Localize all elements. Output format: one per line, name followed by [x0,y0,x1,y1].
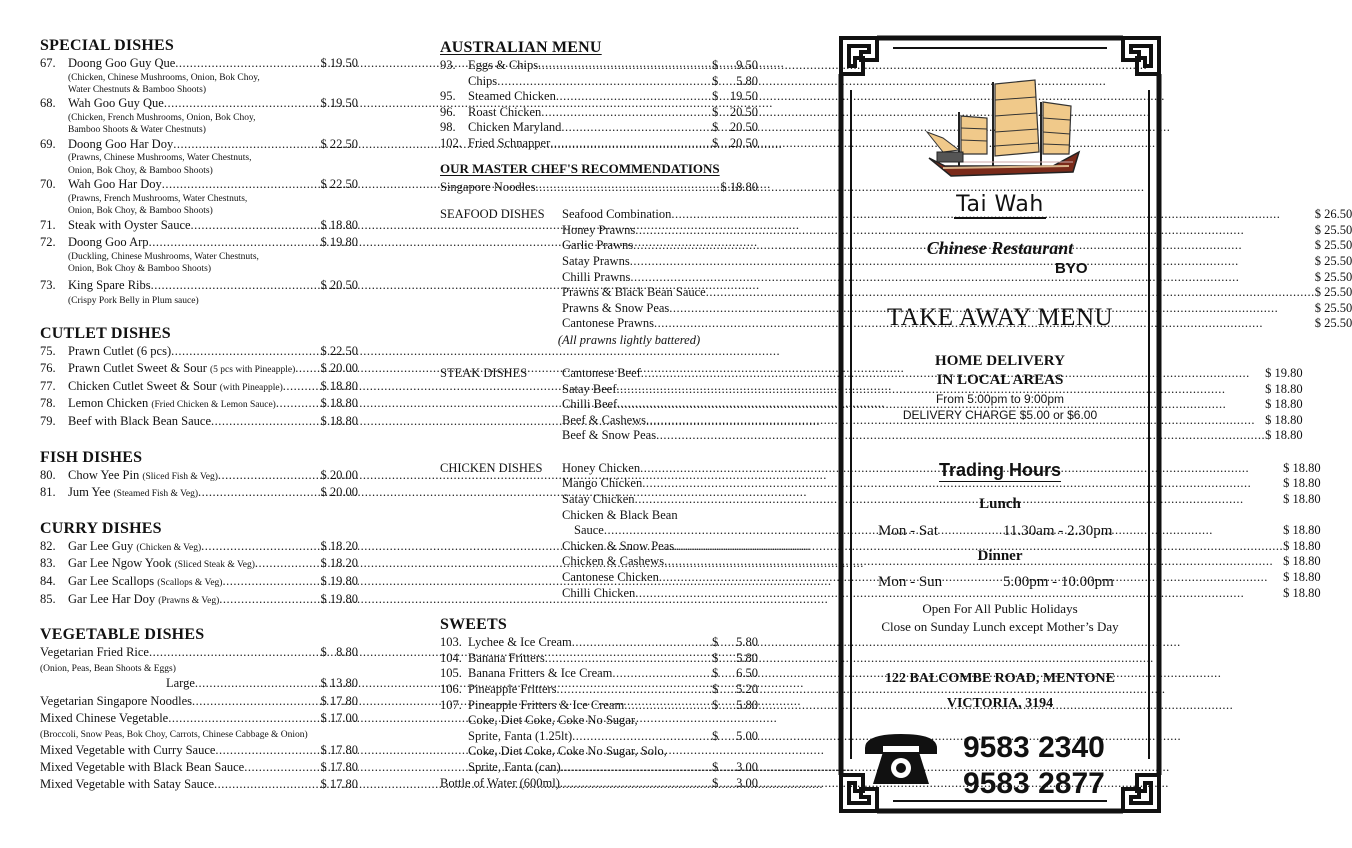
item-price: $ 20.50 [712,104,758,119]
sweets-title: SWEETS [440,616,508,634]
item-price: $ 5.80 [712,697,758,712]
restaurant-subtitle: Chinese Restaurant [926,238,1074,258]
item-price: $ 20.50 [712,135,758,150]
item-name: Chilli Beef [562,397,618,412]
item-price: $ 18.80 [1265,381,1303,396]
item-name: Cantonese Beef [562,365,641,380]
menu-item [440,666,758,682]
item-price: $ 17.00 [320,711,358,726]
menu-item [40,468,358,486]
menu-item [40,56,358,72]
item-name: Coke, Diet Coke, Coke No Sugar, [468,713,638,728]
item-name: Cantonese Chicken [562,570,659,585]
junk-ship-icon [923,72,1083,182]
item-note: (Broccoli, Snow Peas, Bok Choy, Carrots, Chinese Cabbage & Onion) [40,729,308,740]
item-price: $ 5.20 [712,682,758,696]
item-price: $ 18.20 [320,556,358,571]
item-price: $ 19.50 [712,89,758,104]
item-name: Chilli Chicken [562,585,636,600]
item-name: Chicken & Snow Peas [562,538,675,553]
curry-dishes-title: CURRY DISHES [40,519,162,537]
item-name: Sprite, Fanta (1.25lt) [468,728,573,743]
menu-item [40,235,358,251]
item-name: Banana Fritters & Ice Cream [468,666,613,681]
item-name: Chilli Prawns [562,269,631,284]
menu-item [440,89,758,105]
item-price: $ 3.00 [712,759,758,774]
item-number: 73. [40,277,56,292]
item-name: Satay Prawns [562,253,630,268]
menu-item [40,777,358,793]
home-delivery-heading: HOME DELIVERY IN LOCAL AREAS [935,353,1065,388]
item-name: Bottle of Water (600ml) [440,775,560,790]
vegetable-dishes-title: VEGETABLE DISHES [40,626,205,644]
item-price: $ 18.80 [1265,397,1303,412]
item-name: Jum Yee (Steamed Fish & Veg) [68,485,199,500]
item-price: $ 25.50 [1314,300,1352,315]
item-price: $ 8.80 [320,645,358,660]
item-price: $ 20.00 [320,467,358,482]
item-note: (Chicken, French Mushrooms, Onion, Bok Choy, Bamboo Shoots & Water Chestnuts) [68,113,256,136]
item-price: $ 25.50 [1314,253,1352,268]
item-name: Gar Lee Scallops (Scallops & Veg) [68,573,223,588]
menu-item [40,414,358,432]
item-number: 93. [440,58,456,72]
item-number: 71. [40,217,56,232]
item-number: 106. [440,682,462,696]
cutlet-dishes-title: CUTLET DISHES [40,324,171,342]
group-label: CHICKEN DISHES [440,460,543,475]
item-price: $ 17.80 [320,743,358,758]
menu-item [40,137,358,153]
item-number: 84. [40,573,56,588]
dinner-heading: Dinner [977,548,1023,564]
item-name: Prawns & Black Bean Sauce [562,285,706,300]
menu-column-left [40,36,358,792]
item-name: Chicken & Black Bean [562,507,678,522]
menu-item [440,760,758,776]
trading-hours-heading: Trading Hours [938,460,1061,480]
item-note: (Duckling, Chinese Mushrooms, Water Chestnuts, Onion, Bok Choy & Bamboo Shoots) [68,251,259,275]
item-price: $ 19.80 [1265,365,1303,380]
item-name: Prawn Cutlet Sweet & Sour (5 pcs with Pineapple) [68,361,296,376]
item-price: $ 13.80 [320,676,358,691]
item-price: $ 18.80 [1283,538,1321,553]
item-price: $ 9.50 [712,58,758,72]
item-number: 78. [40,396,56,411]
menu-item [440,120,758,136]
cutlet-dishes-list [40,344,358,432]
special-dishes-list [40,56,358,308]
menu-item [40,760,358,776]
menu-item [40,645,358,661]
item-price: $ 5.80 [712,650,758,665]
item-price: $ 25.50 [1314,222,1352,237]
item-price: $ 18.20 [320,538,358,553]
item-price: $ 17.80 [320,776,358,791]
group-label: SEAFOOD DISHES [440,207,545,222]
item-number: 76. [40,361,56,376]
menu-item [40,592,358,610]
menu-item [440,635,758,651]
item-name: Vegetarian Fried Rice [40,645,149,660]
item-name: Singapore Noodles [440,179,536,194]
item-price: $ 18.80 [720,179,758,194]
phone-number[interactable]: 9583 2340 [963,731,1105,764]
menu-item [40,344,358,362]
item-name: Sprite, Fanta (can) [468,759,561,774]
item-price: $ 22.50 [320,136,358,151]
item-name: Doong Goo Har Doy [68,136,174,151]
menu-item [40,96,358,112]
item-price: $ 18.80 [1283,554,1321,569]
item-name: Vegetarian Singapore Noodles [40,693,193,708]
item-price: $ 22.50 [320,343,358,358]
item-number: 102. [440,135,462,150]
menu-item [440,58,758,74]
item-price: $ 17.80 [320,759,358,774]
item-note: (Chicken, Chinese Mushrooms, Onion, Bok Choy, Water Chestnuts & Bamboo Shoots) [68,72,260,95]
menu-item [440,729,758,745]
byo-label: BYO [1055,260,1088,277]
item-number: 85. [40,591,56,606]
item-price: $ 25.50 [1314,269,1352,284]
phone-number[interactable]: 9583 2877 [963,767,1105,800]
item-number: 105. [440,666,462,681]
menu-item [40,218,358,234]
item-name: Gar Lee Ngow Yook (Sliced Steak & Veg) [68,556,255,571]
item-price: $ 5.00 [712,728,758,743]
menu-item-line [440,744,758,760]
item-price: $ 18.80 [1283,476,1321,491]
item-name: Chicken Cutlet Sweet & Sour (with Pineapple) [68,378,283,393]
item-name: Doong Goo Guy Que [68,56,176,70]
item-name: Prawn Cutlet (6 pcs) [68,343,172,358]
restaurant-info-panel [833,30,1167,819]
item-name: Seafood Combination [562,207,672,222]
menu-item [440,682,758,698]
item-price: $ 20.00 [320,361,358,376]
item-name: Mixed Vegetable with Black Bean Sauce [40,759,245,774]
item-name: Steamed Chicken [468,89,556,104]
item-price: $ 5.80 [712,635,758,650]
item-price: $ 18.80 [320,378,358,393]
lunch-hours: Mon - Sat 11.30am - 2.30pm [878,523,1113,539]
item-number: 98. [440,120,456,135]
menu-item [40,574,358,592]
lunch-heading: Lunch [979,496,1021,512]
vegetable-dishes-list [40,645,358,792]
item-name: Satay Chicken [562,492,635,507]
item-name: Satay Beef [562,381,617,396]
item-name: Large [166,676,195,691]
item-number: 70. [40,177,56,192]
item-name: Fried Schnapper [468,135,551,150]
fish-dishes-title: FISH DISHES [40,448,143,466]
item-price: $ 19.80 [320,235,358,250]
item-name: Coke, Diet Coke, Coke No Sugar, Solo, [468,744,667,759]
delivery-details: From 5:00pm to 9:00pm DELIVERY CHARGE $5.00 or $6.00 [902,392,1098,422]
prawn-note: (All prawns lightly battered) [557,332,701,347]
item-price: $ 22.50 [320,177,358,192]
restaurant-address: 122 BALCOMBE ROAD, MENTONE VICTORIA, 3194 [885,671,1115,711]
menu-item [440,180,758,196]
item-name: Prawns & Snow Peas [562,300,670,315]
menu-item [40,485,358,503]
item-note: (Prawns, Chinese Mushrooms, Water Chestnuts, Onion, Bok Choy, & Bamboo Shoots) [68,153,252,176]
item-name: Beef & Snow Peas [562,428,657,443]
menu-item [440,776,758,792]
item-number: 79. [40,414,56,428]
item-name: Eggs & Chips [468,58,539,72]
menu-item [440,698,758,714]
menu-item [40,694,358,710]
item-name: Banana Fritters [468,650,545,665]
item-number: 107. [440,697,462,712]
menu-item [40,539,358,557]
sweets-list [440,635,758,791]
menu-item [440,74,758,90]
item-price: $ 18.80 [320,396,358,411]
item-number: 81. [40,485,56,500]
item-note: (Prawns, French Mushrooms, Water Chestnuts, Onion, Bok Choy, & Bamboo Shoots) [68,193,248,217]
menu-item [440,136,758,152]
item-name: Honey Chicken [562,460,641,475]
item-name: Gar Lee Har Doy (Prawns & Veg) [68,591,220,606]
item-price: $ 20.50 [712,120,758,135]
menu-item [40,676,358,692]
menu-item [40,396,358,414]
item-name: King Spare Ribs [68,277,151,292]
item-price: $ 3.00 [712,775,758,790]
item-note: (Crispy Pork Belly in Plum sauce) [68,296,199,307]
holiday-notes: Open For All Public Holidays Close on Sunday Lunch except Mother’s Day [881,601,1119,634]
item-name: Steak with Oyster Sauce [68,217,191,232]
item-name: Wah Goo Har Doy [68,177,162,192]
item-price: $ 6.50 [712,666,758,681]
item-name: Lemon Chicken (Fried Chicken & Lemon Sauce) [68,396,276,411]
item-number: 77. [40,378,56,393]
item-price: $ 25.50 [1314,316,1352,331]
item-number: 95. [440,89,456,104]
phone-numbers [963,730,1105,802]
item-name: Chow Yee Pin (Sliced Fish & Veg) [68,467,218,482]
menu-item [40,556,358,574]
item-note: (Onion, Peas, Bean Shoots & Eggs) [40,663,176,674]
item-name: Wah Goo Guy Que [68,96,164,111]
telephone-icon [861,730,941,790]
item-number: 104. [440,650,462,665]
item-price: $ 18.80 [1283,585,1321,600]
item-number: 69. [40,136,56,151]
item-name: Roast Chicken [468,104,542,119]
menu-item [40,379,358,397]
group-label: STEAK DISHES [440,365,528,380]
item-name: Chicken Maryland [468,120,562,135]
item-number: 68. [40,96,56,111]
menu-item-line [440,713,758,729]
item-name: Beef with Black Bean Sauce [68,414,212,428]
item-price: $ 19.50 [320,96,358,111]
item-price: $ 20.00 [320,485,358,500]
item-price: $ 18.80 [1283,523,1321,538]
fish-dishes-list [40,468,358,503]
item-price: $ 19.80 [320,573,358,588]
item-price: $ 18.80 [1265,412,1303,427]
chef-recommendations-title: OUR MASTER CHEF'S RECOMMENDATIONS [440,160,720,176]
item-name: Chips [468,73,498,88]
item-number: 75. [40,343,56,358]
item-price: $ 19.50 [320,56,358,70]
item-price: $ 19.80 [320,591,358,606]
menu-item [40,711,358,727]
item-name: Lychee & Ice Cream [468,635,572,650]
item-name: Mixed Vegetable with Satay Sauce [40,776,215,791]
item-name: Mango Chicken [562,476,643,491]
menu-item [440,651,758,667]
item-price: $ 18.80 [320,217,358,232]
item-price: $ 17.80 [320,693,358,708]
curry-dishes-list [40,539,358,609]
dinner-hours: Mon - Sun 5.00pm - 10.00pm [878,574,1114,590]
item-price: $ 18.80 [1283,570,1321,585]
item-number: 72. [40,235,56,250]
item-price: $ 26.50 [1314,207,1352,222]
item-price: $ 25.50 [1314,238,1352,253]
item-name: Sauce [574,523,604,538]
item-price: $ 20.50 [320,277,358,292]
item-name: Mixed Vegetable with Curry Sauce [40,743,216,758]
menu-item [40,278,358,294]
item-number: 82. [40,538,56,553]
item-name: Cantonese Prawns [562,316,654,331]
item-price: $ 18.80 [1283,460,1321,475]
item-price: $ 18.80 [1283,492,1321,507]
australian-menu-title: AUSTRALIAN MENU [440,39,602,56]
item-number: 80. [40,467,56,482]
menu-item [440,105,758,121]
item-name: Honey Prawns [562,222,636,237]
item-name: Chicken & Cashews [562,554,665,569]
item-name: Doong Goo Arp [68,235,149,250]
item-price: $ 25.50 [1314,285,1352,300]
australian-menu-list [440,58,758,152]
item-price: $ 18.80 [1265,428,1303,443]
item-name: Pineapple Fritters [468,682,557,696]
menu-item [40,177,358,193]
item-name: Gar Lee Guy (Chicken & Veg) [68,538,202,553]
item-name: Mixed Chinese Vegetable [40,711,169,726]
special-dishes-title: SPECIAL DISHES [40,37,174,54]
menu-item [40,743,358,759]
item-price: $ 5.80 [712,73,758,88]
item-price: $ 18.80 [320,414,358,428]
item-name: Beef & Cashews [562,412,647,427]
item-number: 83. [40,556,56,571]
item-number: 103. [440,635,462,650]
take-away-heading: TAKE AWAY MENU [886,304,1114,331]
item-name: Pineapple Fritters & Ice Cream [468,697,625,712]
item-number: 67. [40,56,56,70]
restaurant-name: Tai Wah [956,192,1044,217]
item-name: Garlic Prawns [562,238,634,253]
menu-item [40,361,358,379]
item-number: 96. [440,104,456,119]
